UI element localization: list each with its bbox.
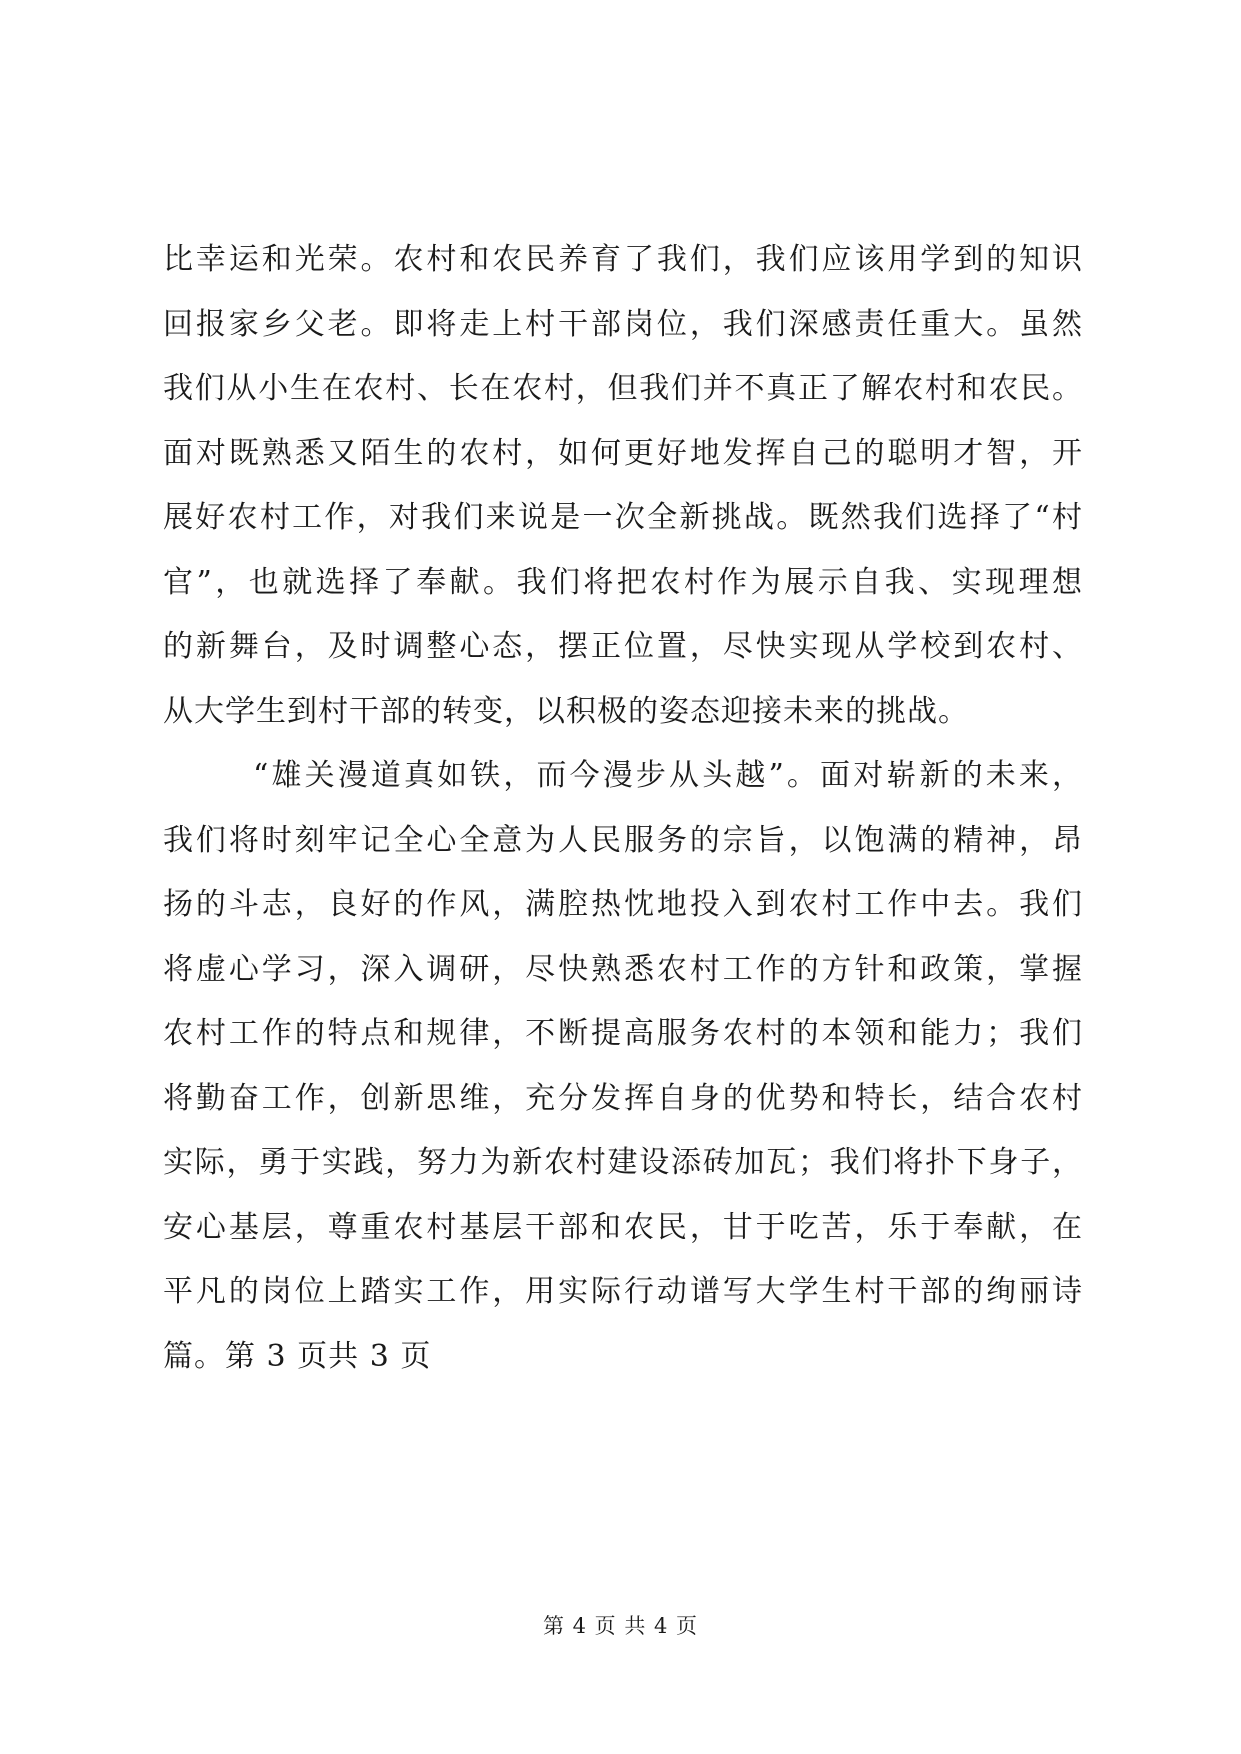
page-footer: 第 4 页 共 4 页 bbox=[542, 1614, 699, 1638]
text-line: 平凡的岗位上踏实工作，用实际行动谱写大学生村干部的绚丽诗 bbox=[163, 1274, 1083, 1309]
text-line: 我们从小生在农村、长在农村，但我们并不真正了解农村和农民。 bbox=[163, 371, 1083, 406]
body-text bbox=[163, 228, 1083, 1389]
text-line: 安心基层，尊重农村基层干部和农民，甘于吃苦，乐于奉献，在 bbox=[163, 1209, 1083, 1245]
text-line: 篇。第 3 页共 3 页 bbox=[163, 1338, 432, 1374]
text-line: 回报家乡父老。即将走上村干部岗位，我们深感责任重大。虽然 bbox=[163, 306, 1083, 342]
text-line: 面对既熟悉又陌生的农村，如何更好地发挥自己的聪明才智，开 bbox=[163, 435, 1083, 471]
text-line: 官”，也就选择了奉献。我们将把农村作为展示自我、实现理想 bbox=[163, 564, 1083, 600]
text-line: 从大学生到村干部的转变，以积极的姿态迎接未来的挑战。 bbox=[163, 693, 969, 729]
text-line: 将虚心学习，深入调研，尽快熟悉农村工作的方针和政策，掌握 bbox=[163, 951, 1083, 987]
paragraph-start-line: “雄关漫道真如铁，而今漫步从头越”。面对崭新的未来， bbox=[253, 758, 1083, 793]
text-line: 将勤奋工作，创新思维，充分发挥自身的优势和特长，结合农村 bbox=[163, 1080, 1083, 1116]
text-line: 实际，勇于实践，努力为新农村建设添砖加瓦；我们将扑下身子， bbox=[163, 1145, 1083, 1180]
text-line: 我们将时刻牢记全心全意为人民服务的宗旨，以饱满的精神，昂 bbox=[163, 822, 1083, 858]
text-line: 农村工作的特点和规律，不断提高服务农村的本领和能力；我们 bbox=[163, 1016, 1083, 1051]
text-line: 扬的斗志，良好的作风，满腔热忱地投入到农村工作中去。我们 bbox=[163, 887, 1083, 922]
text-line: 比幸运和光荣。农村和农民养育了我们，我们应该用学到的知识 bbox=[163, 242, 1083, 277]
text-line: 展好农村工作，对我们来说是一次全新挑战。既然我们选择了“村 bbox=[163, 500, 1083, 535]
text-line: 的新舞台，及时调整心态，摆正位置，尽快实现从学校到农村、 bbox=[163, 629, 1083, 664]
